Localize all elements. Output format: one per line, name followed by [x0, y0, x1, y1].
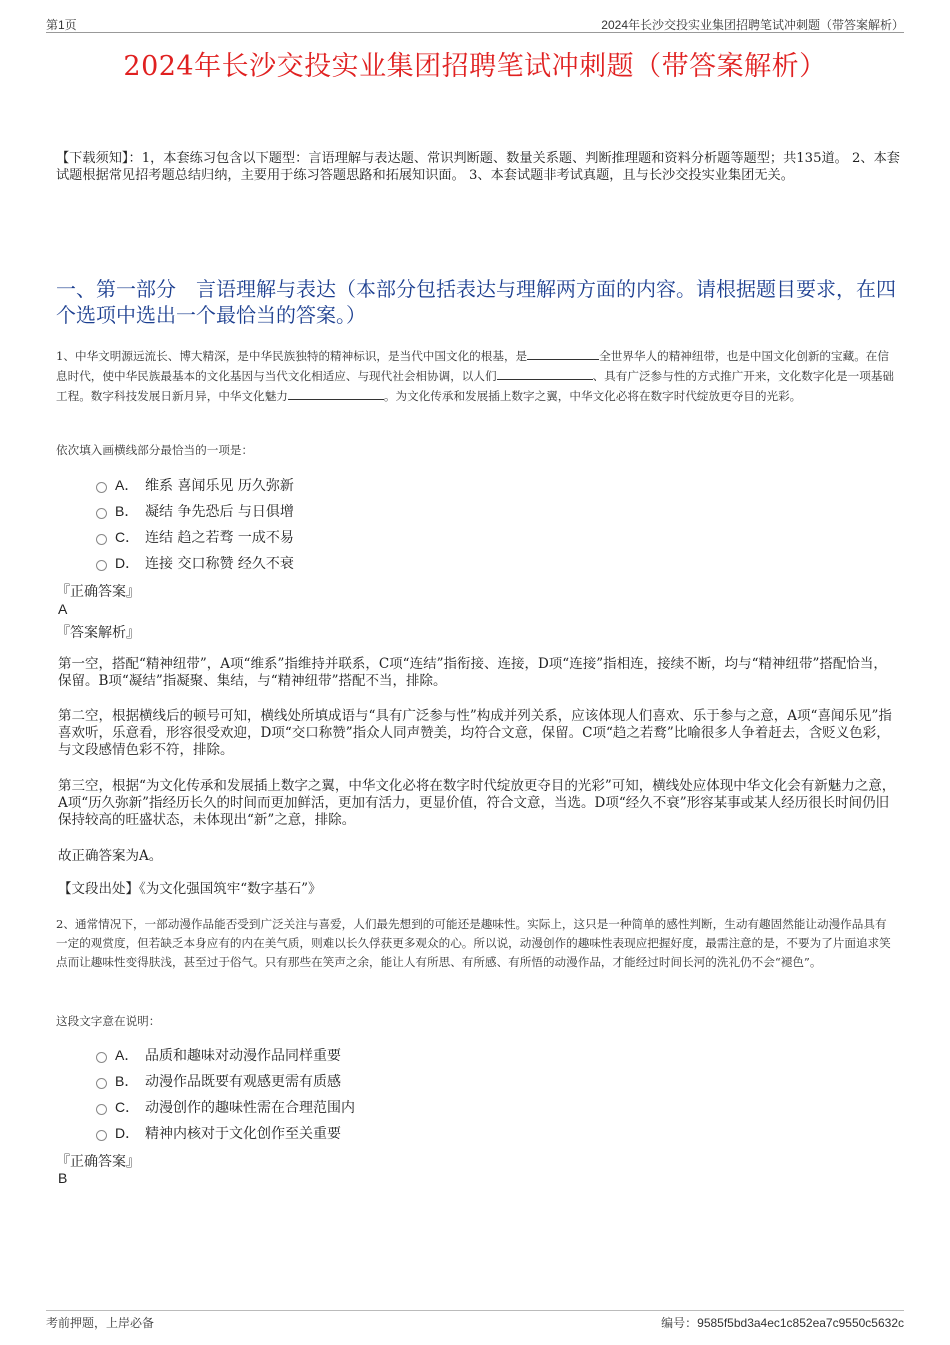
page-footer: [46, 1314, 904, 1332]
radio-icon[interactable]: [96, 508, 107, 519]
option-d[interactable]: D． 精神内核对于文化创作至关重要: [96, 1120, 596, 1146]
radio-icon[interactable]: [96, 1052, 107, 1063]
download-notice: 【下载须知】：1，本套练习包含以下题型：言语理解与表达题、常识判断题、数量关系题、判断推理题和资料分析题等题型；共135道。 2、本套试题根据常见招考题总结归纳，主要用于练习答题思路和拓展知识面。 3、本套试题非考试真题，且与长沙交投实业集团无关。: [56, 151, 900, 183]
answer-label-1: 『正确答案』: [56, 584, 140, 600]
option-b[interactable]: B． 凝结 争先恐后 与日俱增: [96, 498, 596, 524]
question-2-stem: 2、通常情况下，一部动漫作品能否受到广泛关注与喜爱，人们最先想到的可能还是趣味性。实际上，这只是一种简单的感性判断，生动有趣固然能让动漫作品具有一定的观赏度，但若缺乏本身应有的内在美气质，则难以长久俘获更多观众的心。所以说，动漫创作的趣味性表现应把握好度，最需注意的是，不要为了片面追求笑点而让趣味性变得肤浅，甚至过于俗气。只有那些在笑声之余，能让人有所思、有所感、有所悟的动漫作品，才能经过时间长河的洗礼仍不会“褪色”。: [56, 917, 891, 969]
blank-1: [527, 346, 599, 360]
question-2-options: [96, 1042, 596, 1146]
header-doc-title: 2024年长沙交投实业集团招聘笔试冲刺题（带答案解析）: [601, 18, 904, 32]
question-1-options: [96, 472, 596, 576]
option-a[interactable]: A． 品质和趣味对动漫作品同样重要: [96, 1042, 596, 1068]
footer-divider: [46, 1310, 904, 1311]
header-divider: [46, 32, 904, 33]
question-1-stem: 1、中华文明源远流长、博大精深，是中华民族独特的精神标识，是当代中国文化的根基，是 全世界华人的精神纽带，也是中国文化创新的宝藏。在信息时代，使中华民族最基本的文化基因与当代文化相适应、与现代社会相协调，以人们 、具有广泛参与性的方式推广开来，文化数字化是一项基础工程。数字科技发展日新月异，中华文化魅力 。为文化传承和发展插上数字之翼，中华文化必将在数字时代绽放更夺目的光彩。: [56, 346, 898, 406]
radio-icon[interactable]: [96, 534, 107, 545]
analysis-paragraph-2: 第二空，根据横线后的顿号可知，横线处所填成语与“具有广泛参与性”构成并列关系，应该体现人们喜欢、乐于参与之意，A项“喜闻乐见”指喜欢听，乐意看，形容很受欢迎，D项“交口称赞”指众人同声赞美，均符合文意，保留。C项“趋之若鹜”比喻很多人争着赶去，含贬义色彩，与文段感情色彩不符，排除。: [58, 708, 892, 758]
analysis-conclusion: 故正确答案为A。: [58, 848, 163, 864]
answer-1: A: [58, 601, 68, 617]
analysis-label-1: 『答案解析』: [56, 625, 140, 641]
radio-icon[interactable]: [96, 1078, 107, 1089]
footer-doc-id: 编号：9585f5bd3a4ec1c852ea7c9550c5632c: [661, 1316, 904, 1330]
option-c[interactable]: C． 动漫创作的趣味性需在合理范围内: [96, 1094, 596, 1120]
radio-icon[interactable]: [96, 482, 107, 493]
question-2-prompt: 这段文字意在说明：: [56, 1014, 161, 1028]
analysis-source: 【文段出处】《为文化强国筑牢“数字基石”》: [58, 881, 322, 897]
question-1-prompt: 依次填入画横线部分最恰当的一项是：: [56, 443, 254, 457]
analysis-paragraph-1: 第一空，搭配“精神纽带”，A项“维系”指维持并联系，C项“连结”指衔接、连接，D项“连接”指相连，接续不断，均与“精神纽带”搭配恰当，保留。B项“凝结”指凝聚、集结，与“精神纽带”搭配不当，排除。: [58, 656, 887, 689]
radio-icon[interactable]: [96, 1104, 107, 1115]
radio-icon[interactable]: [96, 1130, 107, 1141]
option-b[interactable]: B． 动漫作品既要有观感更需有质感: [96, 1068, 596, 1094]
option-c[interactable]: C． 连结 趋之若骛 一成不易: [96, 524, 596, 550]
page-header: [46, 14, 904, 34]
blank-2: [497, 366, 593, 380]
page-number: 第1页: [46, 18, 77, 32]
section-title: 一、第一部分 言语理解与表达（本部分包括表达与理解两方面的内容。请根据题目要求，在四个选项中选出一个最恰当的答案。）: [56, 277, 896, 327]
option-a[interactable]: A． 维系 喜闻乐见 历久弥新: [96, 472, 596, 498]
blank-3: [288, 386, 384, 400]
answer-label-2: 『正确答案』: [56, 1154, 140, 1170]
radio-icon[interactable]: [96, 560, 107, 571]
document-title: 2024年长沙交投实业集团招聘笔试冲刺题（带答案解析）: [123, 51, 827, 82]
answer-2: B: [58, 1170, 68, 1186]
option-d[interactable]: D． 连接 交口称赞 经久不衰: [96, 550, 596, 576]
footer-slogan: 考前押题，上岸必备: [46, 1316, 155, 1330]
analysis-paragraph-3: 第三空，根据“为文化传承和发展插上数字之翼，中华文化必将在数字时代绽放更夺目的光彩”可知，横线处应体现中华文化会有新魅力之意，A项“历久弥新”指经历长久的时间而更加鲜活，更加有活力，更显价值，符合文意，当选。D项“经久不衰”形容某事或某人经历很长时间仍旧保持较高的旺盛状态，未体现出“新”之意，排除。: [58, 778, 896, 828]
